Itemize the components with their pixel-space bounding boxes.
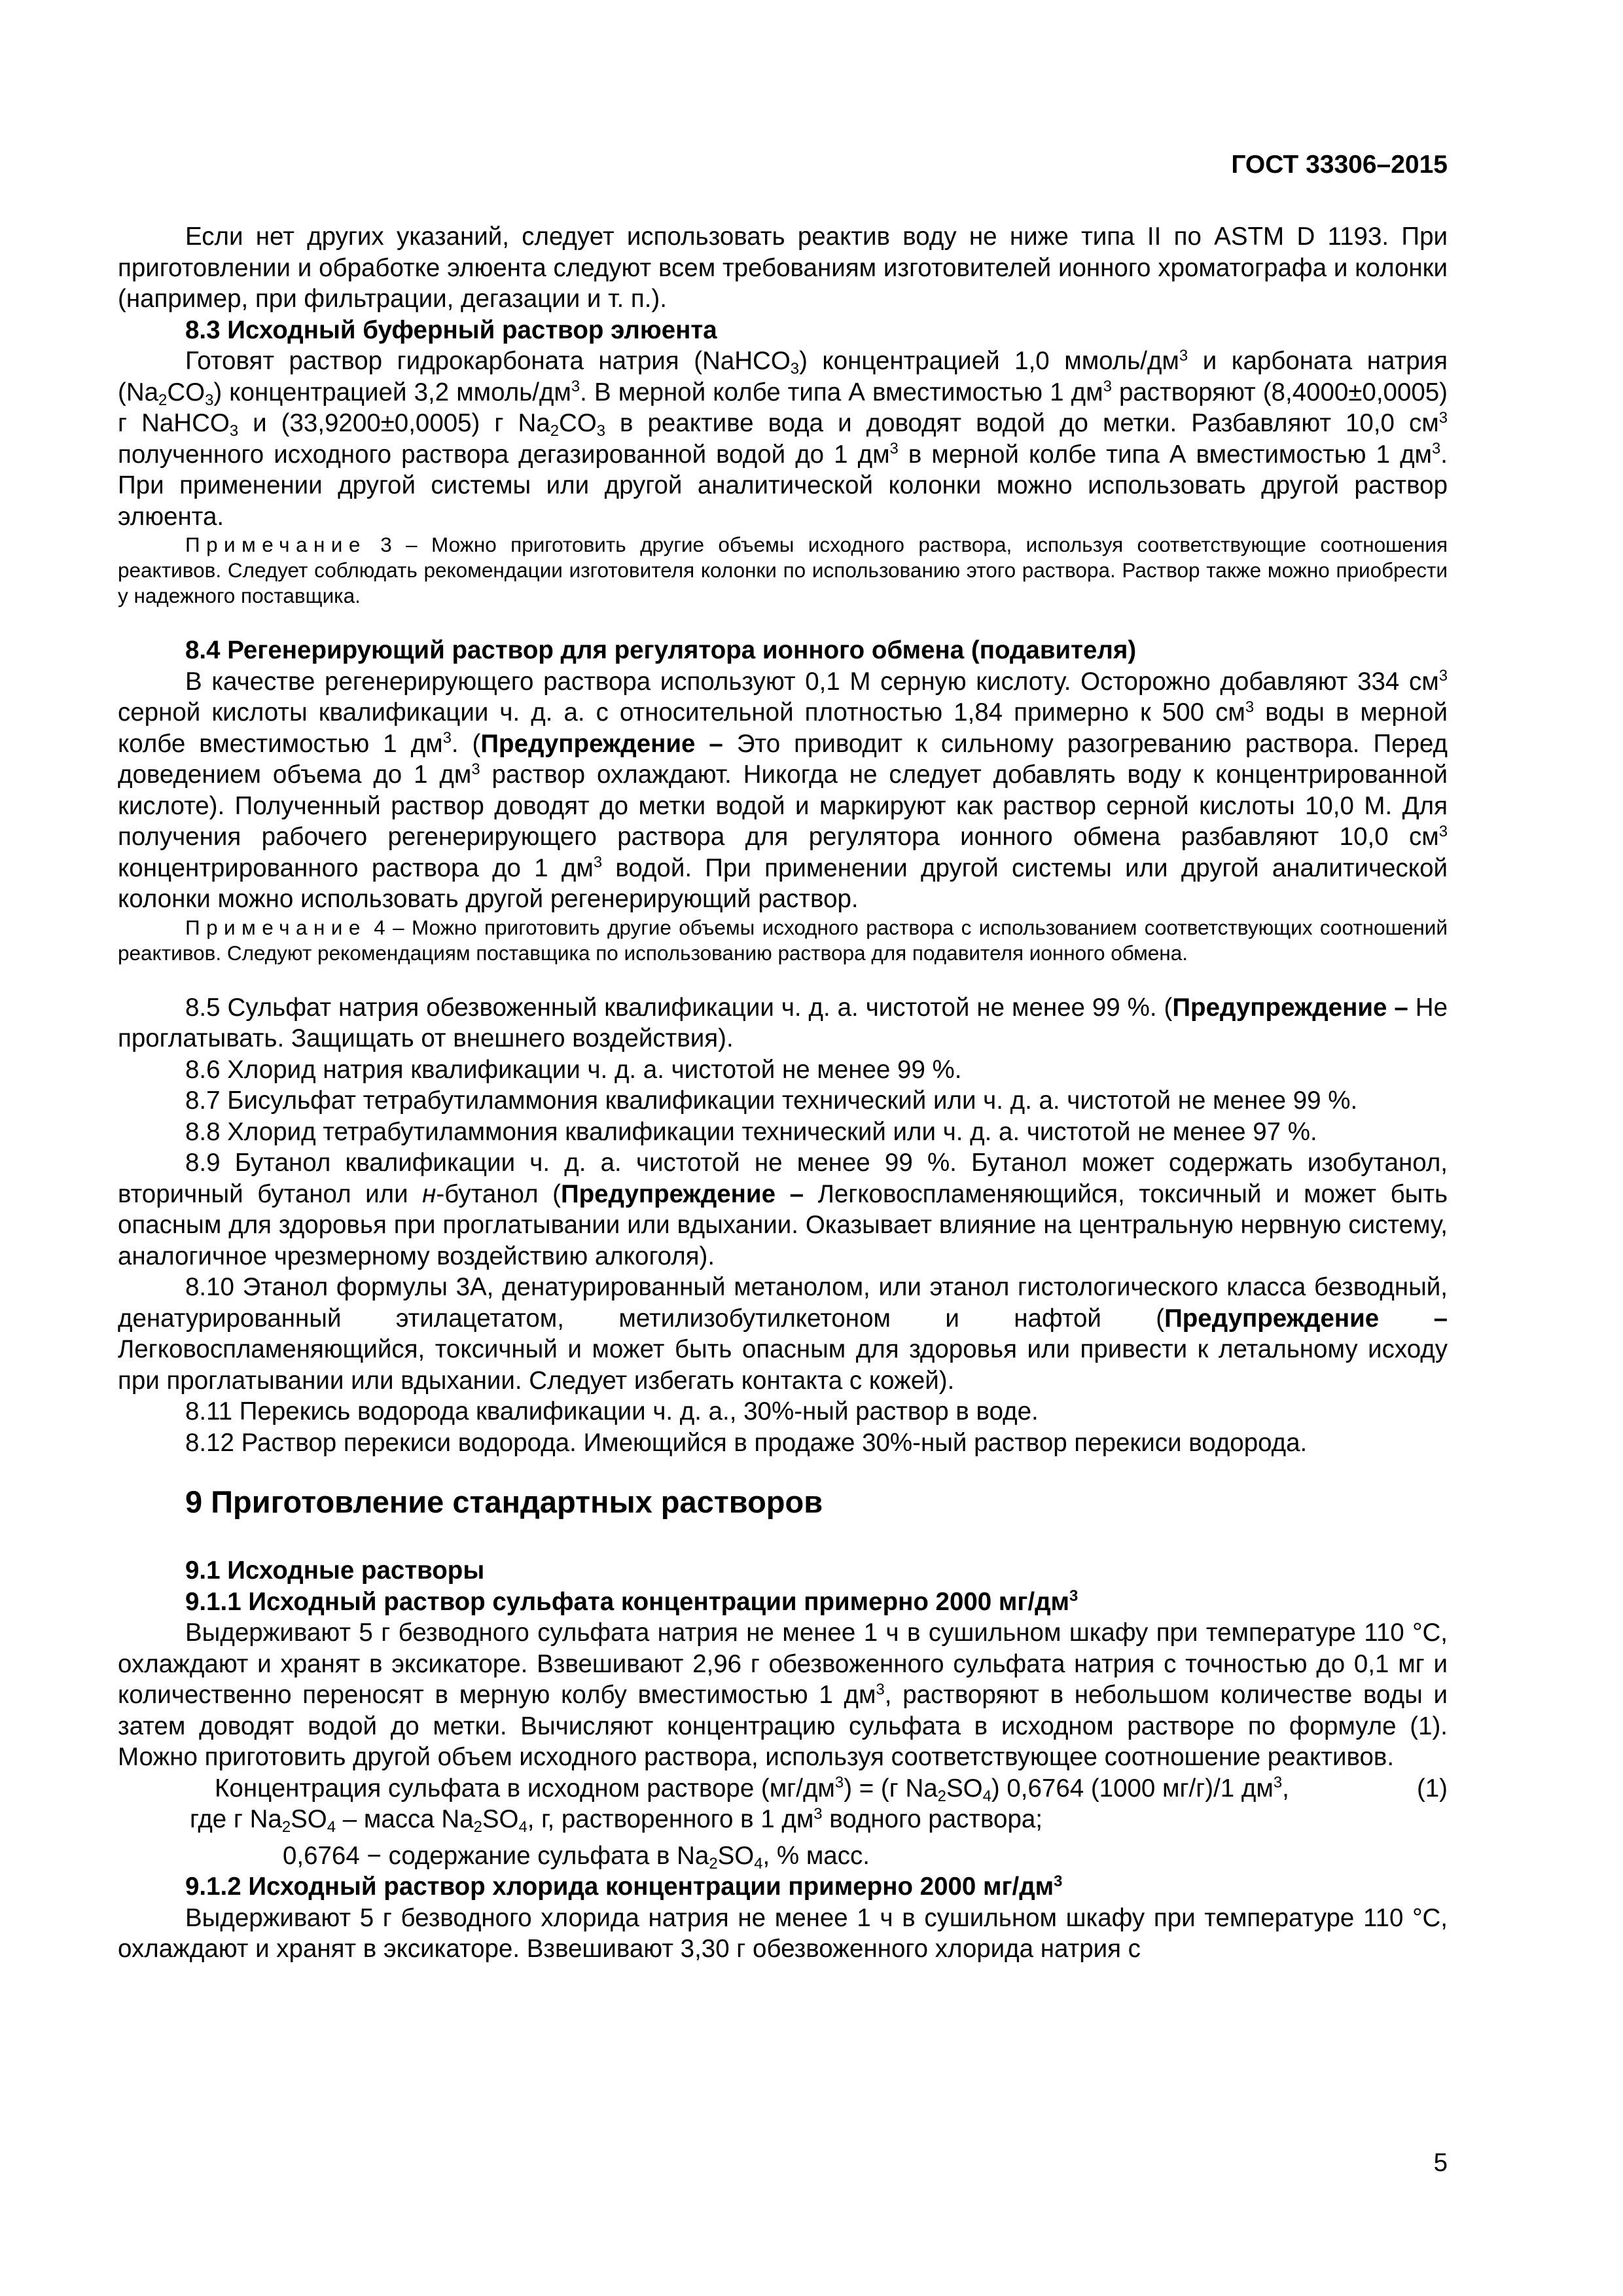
document-body: [118, 221, 1448, 1965]
section-heading-9-1: 9.1 Исходные растворы: [185, 1556, 485, 1585]
paragraph-intro: Если нет других указаний, следует использовать реактив воду не ниже типа II по ASTM D 1193. При приготовлении и обработке элюента следуют всем требованиям изготовителей ионного хроматографа и колонки (например, при фильтрации, дегазации и т. п.).: [118, 223, 1448, 313]
section-heading-8-4: 8.4 Регенерирующий раствор для регулятора ионного обмена (подавителя): [185, 636, 1137, 664]
section-heading-9: 9 Приготовление стандартных растворов: [185, 1484, 823, 1519]
paragraph-8-8: 8.8 Хлорид тетрабутиламмония квалификации технический или ч. д. а. чистотой не менее 97 %.: [185, 1117, 1317, 1146]
paragraph-8-10: 8.10 Этанол формулы 3А, денатурированный метанолом, или этанол гистологического класса безводный, денатурированный этилацетатом, метилизобутилкетоном и нафтой (Предупреждение – Легковоспламеняющийся, токсичный и может быть опасным для здоровья или привести к летальному исходу при проглатывании или вдыхании. Следует избегать контакта с кожей).: [118, 1273, 1448, 1395]
page-number: 5: [1433, 2149, 1448, 2177]
section-heading-9-1-2: 9.1.2 Исходный раствор хлорида концентрации примерно 2000 $мг/дм^3$: [185, 1872, 1063, 1901]
formula-where-2: 0,6764 − содержание сульфата в $Na_2SO_4$, % масс.: [283, 1841, 870, 1873]
paragraph-8-6: 8.6 Хлорид натрия квалификации ч. д. а. чистотой не менее 99 %.: [185, 1055, 962, 1084]
note-4: Примечание 4 – Можно приготовить другие объемы исходного раствора с использованием соответствующих соотношений реактивов. Следуют рекомендациям поставщика по использованию раствора для подавителя ионного обмена.: [118, 915, 1448, 965]
paragraph-8-3: Готовят раствор гидрокарбоната натрия (NaHCO$_3$) концентрацией 1,0 ммоль/$дм^3$ и карбоната натрия $(Na_2CO_3)$ концентрацией 3,2 ммоль/$дм^3$. В мерной колбе типа А вместимостью 1 $дм^3$ растворяют (8,4000±0,0005) г NaHCO$_3$ и (33,9200±0,0005) г $Na_2CO_3$ в реактиве вода и доводят водой до метки. Разбавляют 10,0 $см^3$ полученного исходного раствора дегазированной водой до 1 $дм^3$ в мерной колбе типа А вместимостью 1 $дм^3$. При применении другой системы или другой аналитической колонки можно использовать другой раствор элюента.: [118, 346, 1448, 531]
formula-number: (1): [1416, 1774, 1448, 1803]
formula-where-1: где г $Na_2SO_4$ – масса $Na_2SO_4$, г, растворенного в 1 $дм^3$ водного раствора;: [190, 1804, 1043, 1837]
paragraph-9-1-2: Выдерживают 5 г безводного хлорида натрия не менее 1 ч в сушильном шкафу при температуре 110 °С, охлаждают и хранят в эксикаторе. Взвешивают 3,30 г обезвоженного хлорида натрия с: [118, 1903, 1448, 1963]
paragraph-8-4: В качестве регенерирующего раствора используют 0,1 М серную кислоту. Осторожно добавляют 334 $см^3$ серной кислоты квалификации ч. д. а. с относительной плотностью 1,84 примерно к 500 $см^3$ воды в мерной колбе вместимостью 1 $дм^3$. (Предупреждение – Это приводит к сильному разогреванию раствора. Перед доведением объема до 1 $дм^3$ раствор охлаждают. Никогда не следует добавлять воду к концентрированной кислоте). Полученный раствор доводят до метки водой и маркируют как раствор серной кислоты 10,0 М. Для получения рабочего регенерирующего раствора для регулятора ионного обмена разбавляют 10,0 $см^3$ концентрированного раствора до 1 $дм^3$ водой. При применении другой системы или другой аналитической колонки можно использовать другой регенерирующий раствор.: [118, 667, 1448, 913]
section-heading-8-3: 8.3 Исходный буферный раствор элюента: [185, 315, 717, 344]
paragraph-8-5: 8.5 Сульфат натрия обезвоженный квалификации ч. д. а. чистотой не менее 99 %. (Предупреждение – Не проглатывать. Защищать от внешнего воздействия).: [118, 993, 1448, 1052]
paragraph-8-11: 8.11 Перекись водорода квалификации ч. д. а., 30%-ный раствор в воде.: [185, 1397, 1039, 1426]
paragraph-8-9: 8.9 Бутанол квалификации ч. д. а. чистотой не менее 99 %. Бутанол может содержать изобутанол, вторичный бутанол или н-бутанол (Предупреждение – Легковоспламеняющийся, токсичный и может быть опасным для здоровья при проглатывании или вдыхании. Оказывает влияние на центральную нервную систему, аналогичное чрезмерному воздействию алкоголя).: [118, 1149, 1448, 1270]
note-3: Примечание 3 – Можно приготовить другие объемы исходного раствора, используя соответствующие соотношения реактивов. Следует соблюдать рекомендации изготовителя колонки по использованию этого раствора. Раствор также можно приобрести у надежного поставщика.: [118, 533, 1448, 607]
section-heading-9-1-1: 9.1.1 Исходный раствор сульфата концентрации примерно 2000 $мг/дм^3$: [185, 1587, 1079, 1616]
paragraph-8-7: 8.7 Бисульфат тетрабутиламмония квалификации технический или ч. д. а. чистотой не менее 99 %.: [185, 1086, 1358, 1115]
paragraph-9-1-1: Выдерживают 5 г безводного сульфата натрия не менее 1 ч в сушильном шкафу при температуре 110 °С, охлаждают и хранят в эксикаторе. Взвешивают 2,96 г обезвоженного сульфата натрия с точностью до 0,1 мг и количественно переносят в мерную колбу вместимостью 1 $дм^3$, растворяют в небольшом количестве воды и затем доводят водой до метки. Вычисляют концентрацию сульфата в исходном растворе по формуле (1). Можно приготовить другой объем исходного раствора, используя соответствующее соотношение реактивов.: [118, 1619, 1448, 1771]
document-header: ГОСТ 33306–2015: [1231, 151, 1448, 179]
formula-1: Концентрация сульфата в исходном растворе $(мг/дм^3) = (г$ $Na_2SO_4$) 0,6764 (1000 мг/г)/1 $дм^3$, (1): [215, 1774, 1448, 1805]
paragraph-8-12: 8.12 Раствор перекиси водорода. Имеющийся в продаже 30%-ный раствор перекиси водорода.: [185, 1428, 1308, 1457]
